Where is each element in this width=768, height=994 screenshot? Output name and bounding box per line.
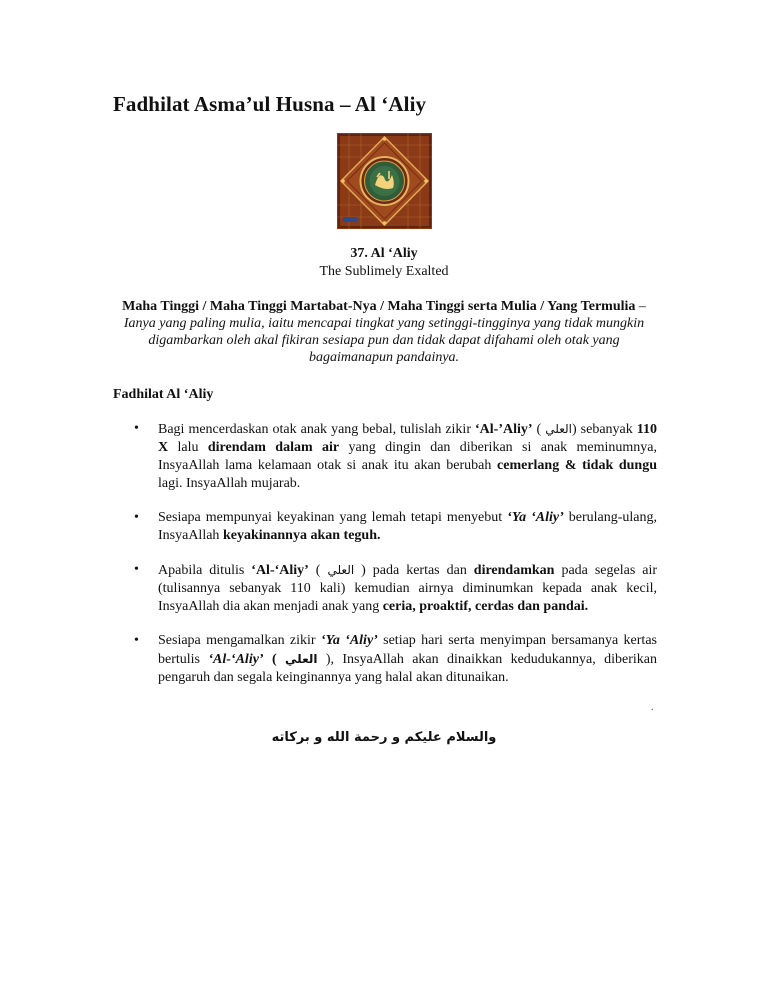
name-number: 37. Al ‘Aliy <box>350 246 418 261</box>
benefit-text: Sesiapa mempunyai keyakinan yang lemah tetapi menyebut <box>158 510 508 525</box>
benefit-result: keyakinannya akan teguh. <box>222 528 381 543</box>
benefit-text: lagi. InsyaAllah mujarab. <box>158 476 301 491</box>
list-item <box>113 561 657 616</box>
list-item <box>113 509 657 545</box>
benefit-text: pada segelas air (tulisannya sebanyak 110 kali) kemudian airnya diminumkan kepada anak kecil, InsyaAllah dia akan menjadi anak yang <box>158 563 658 614</box>
zikir-name: ‘Al-’Aliy’ <box>475 422 533 437</box>
benefit-text: lalu <box>168 440 208 455</box>
list-item <box>113 632 657 687</box>
benefit-action: direndam dalam air <box>207 440 340 455</box>
arabic-name: العلي <box>327 563 355 577</box>
stray-dot: . <box>651 702 654 713</box>
document-title: Fadhilat Asma’ul Husna – Al ‘Aliy <box>113 92 427 116</box>
benefit-text: setiap hari serta menyimpan bersamanya kertas bertulis <box>158 633 657 667</box>
closing-salutation: والسلام عليكم و رحمة الله و بركاته <box>271 730 497 745</box>
benefit-list <box>113 420 657 703</box>
al-aliy-calligraphy-emblem-icon <box>337 133 432 229</box>
benefit-text: ( <box>308 563 328 578</box>
meaning-description: Ianya yang paling mulia, iaitu mencapai tingkat yang setinggi-tingginya yang tidak mungkin digambarkan oleh akal fikiran sesiapa pun dan tidak dapat difahami oleh otak yang bagaimanapun pandainya. <box>123 316 645 365</box>
list-item <box>113 420 657 493</box>
benefit-text: ( <box>263 652 286 667</box>
meaning-paragraph <box>113 298 655 366</box>
zikir-name: ‘Ya ‘Aliy’ <box>320 633 378 648</box>
benefit-action: direndamkan <box>473 563 555 578</box>
arabic-name: العلي <box>545 422 572 436</box>
bullet-icon: • <box>134 633 139 648</box>
zikir-name: ‘Al-‘Aliy’ <box>251 563 309 578</box>
name-meaning: The Sublimely Exalted <box>319 264 449 279</box>
benefit-text: ) sebanyak <box>572 422 637 437</box>
meaning-heading: Maha Tinggi / Maha Tinggi Martabat-Nya / Maha Tinggi serta Mulia / Yang Termulia <box>122 299 636 314</box>
benefit-text: yang dingin dan diberikan si anak meminumnya, InsyaAllah lama kelamaan otak si anak itu akan berubah <box>158 440 658 473</box>
arabic-name: العلي <box>285 652 318 666</box>
benefit-result: ceria, proaktif, cerdas dan pandai. <box>382 599 589 614</box>
benefit-text: ( <box>532 422 546 437</box>
bullet-icon: • <box>134 510 139 525</box>
benefit-text: berulang-ulang, InsyaAllah <box>158 510 657 543</box>
bullet-icon: • <box>134 562 139 577</box>
benefit-text: Sesiapa mengamalkan zikir <box>158 633 321 648</box>
meaning-dash: – <box>635 299 646 314</box>
zikir-name: ‘Ya ‘Aliy’ <box>507 510 564 525</box>
benefit-text: Apabila ditulis <box>158 563 252 578</box>
benefit-text: ) pada kertas dan <box>354 563 474 578</box>
zikir-name: ‘Al-‘Aliy’ <box>208 652 264 667</box>
benefit-text: ), InsyaAllah akan dinaikkan kedudukannya, diberikan pengaruh dan segala keinginannya yang halal akan ditunaikan. <box>158 652 657 685</box>
bullet-icon: • <box>134 421 139 436</box>
benefit-result: cemerlang & tidak dungu <box>497 458 657 473</box>
zikir-count: 110 X <box>158 422 657 455</box>
benefit-text: Bagi mencerdaskan otak anak yang bebal, tulislah zikir <box>158 422 475 437</box>
section-heading: Fadhilat Al ‘Aliy <box>113 387 214 402</box>
